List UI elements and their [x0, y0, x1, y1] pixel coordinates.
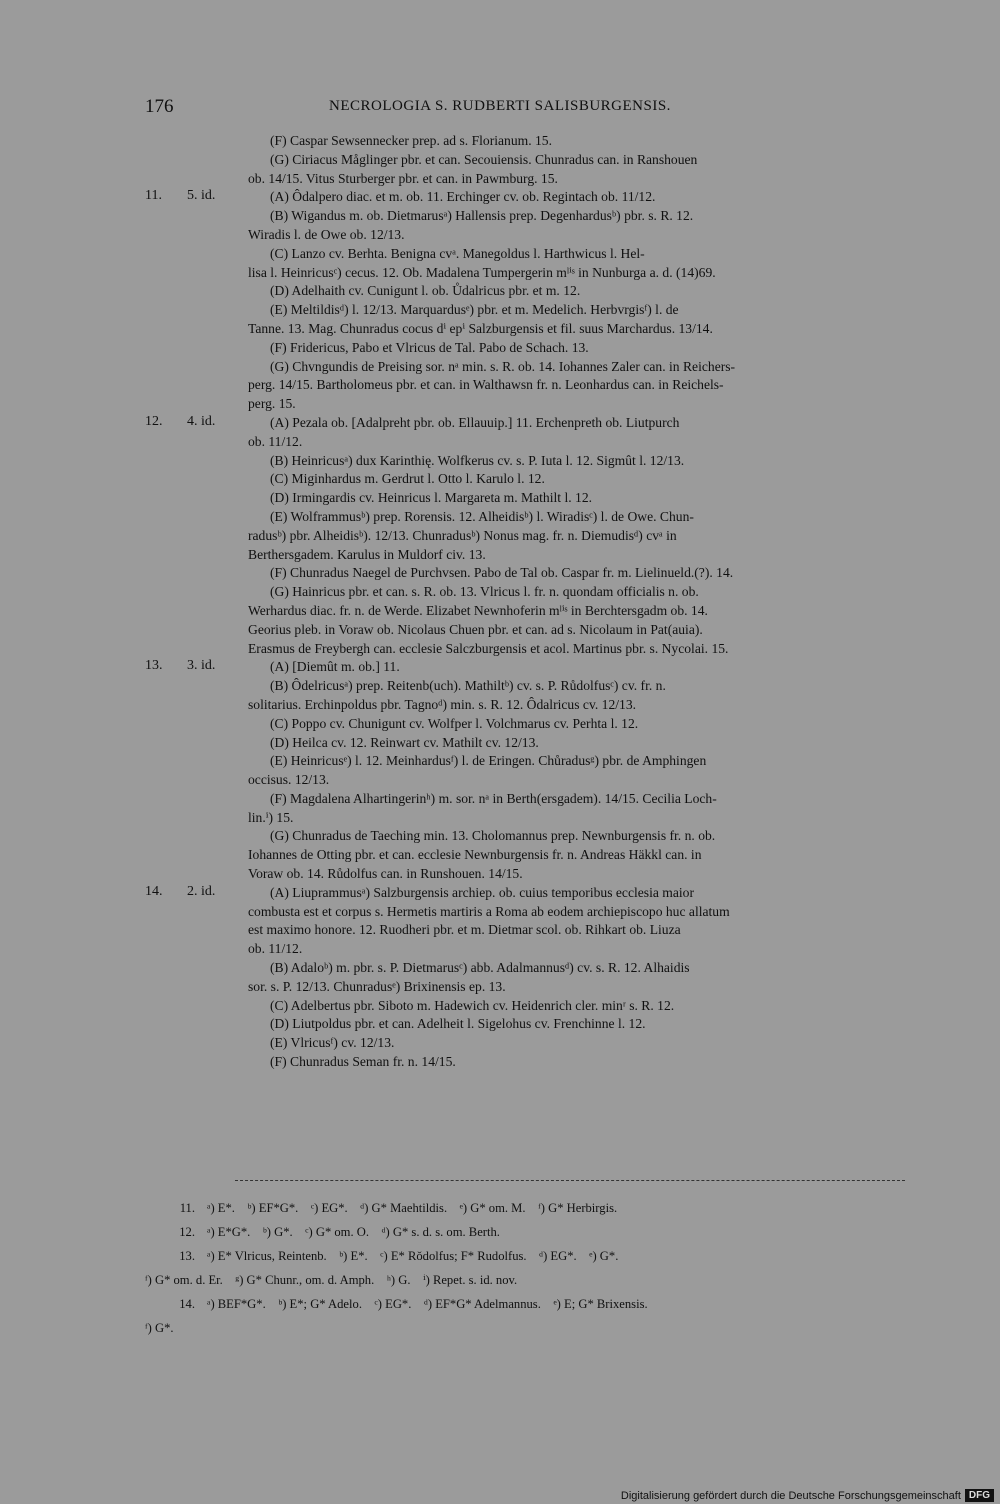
date-label	[145, 884, 265, 900]
entry-line: solitarius. Erchinpoldus pbr. Tagnoᵈ) min. s. R. 12. Ôdalricus cv. 12/13.	[248, 696, 637, 712]
footnote-row	[145, 1220, 905, 1244]
date-label	[145, 658, 265, 674]
day-number: 11.	[145, 188, 162, 204]
entry-line: (A) [Diemût m. ob.] 11.	[270, 659, 400, 675]
entry-line: (E) Vlricusᶠ) cv. 12/13.	[270, 1035, 395, 1051]
entry-line: (F) Caspar Sewsennecker prep. ad s. Florianum. 15.	[270, 133, 553, 148]
entry-line: (F) Chunradus Naegel de Purchvsen. Pabo de Tal ob. Caspar fr. m. Lielinueld.(?). 14.	[270, 565, 734, 581]
entry-line: (C) Miginhardus m. Gerdrut l. Otto l. Karulo l. 12.	[270, 471, 545, 487]
footnote-text: ᵃ) BEF*G*. ᵇ) E*; G* Adelo. ᶜ) EG*. ᵈ) EF*G* Adelmannus. ᵉ) E; G* Brixensis.	[207, 1297, 648, 1311]
entry-line: lisa l. Heinricusᶜ) cecus. 12. Ob. Madalena Tumpergerin mˡⁱˢ in Nunburga a. d. (14)69.	[248, 264, 716, 280]
footnote-divider	[235, 1180, 905, 1181]
roman-date: 3. id.	[187, 658, 216, 674]
roman-date: 5. id.	[187, 188, 216, 204]
footnote-row	[145, 1244, 905, 1268]
entry-line: Werhardus diac. fr. n. de Werde. Elizabet Newnhoferin mˡⁱˢ in Berchtersgadm ob. 14.	[248, 602, 708, 618]
entry-line: (B) Wigandus m. ob. Dietmarusᵃ) Hallensis prep. Degenhardusᵇ) pbr. s. R. 12.	[270, 208, 694, 224]
entry-line: perg. 15.	[248, 396, 296, 412]
footnote-row	[145, 1316, 905, 1340]
entry-line: (F) Chunradus Seman fr. n. 14/15.	[270, 1054, 456, 1070]
footnote-row	[145, 1268, 905, 1292]
dfg-logo: DFG	[965, 1489, 994, 1502]
entry-line: (B) Heinricusᵃ) dux Karinthię. Wolfkerus cv. s. P. Iuta l. 12. Sigmût l. 12/13.	[270, 452, 685, 468]
date-group	[0, 188, 1000, 414]
footnote-text: ᵃ) E*. ᵇ) EF*G*. ᶜ) EG*. ᵈ) G* Maehtildis. ᵉ) G* om. M. ᶠ) G* Herbirgis.	[207, 1201, 618, 1215]
date-group	[0, 658, 1000, 884]
entry-line: Wiradis l. de Owe ob. 12/13.	[248, 226, 405, 242]
entry-line: (D) Heilca cv. 12. Reinwart cv. Mathilt cv. 12/13.	[270, 734, 539, 750]
date-group	[0, 132, 1000, 188]
footnote-number: 14.	[179, 1297, 195, 1311]
page-header	[0, 96, 1000, 124]
entry-line: (C) Lanzo cv. Berhta. Benigna cvᵃ. Manegoldus l. Harthwicus l. Hel-	[270, 245, 645, 261]
date-group	[0, 884, 1000, 1072]
entry-line: (F) Fridericus, Pabo et Vlricus de Tal. Pabo de Schach. 13.	[270, 339, 589, 355]
footnote-number: 11.	[179, 1201, 195, 1215]
entry-line: (B) Adaloᵇ) m. pbr. s. P. Dietmarusᶜ) abb. Adalmannusᵈ) cv. s. R. 12. Alhaidis	[270, 960, 690, 976]
entry-line: combusta est et corpus s. Hermetis martiris a Roma ab eodem archiepiscopo huc allatum	[248, 903, 730, 919]
entry-line: lin.ⁱ) 15.	[248, 809, 294, 825]
entry-line: (D) Irmingardis cv. Heinricus l. Margareta m. Mathilt l. 12.	[270, 490, 593, 506]
entry-line: (G) Chvngundis de Preising sor. nᵃ min. s. R. ob. 14. Iohannes Zaler can. in Reichers-	[270, 358, 736, 374]
dfg-footer	[621, 1489, 994, 1502]
footnote-row	[145, 1196, 905, 1220]
entry-line: ob. 11/12.	[248, 941, 303, 957]
footnote-number: 13.	[179, 1249, 195, 1263]
entry-line: ob. 11/12.	[248, 433, 303, 449]
roman-date: 2. id.	[187, 883, 216, 899]
day-number: 14.	[145, 883, 163, 899]
entry-line: ob. 14/15. Vitus Sturberger pbr. et can. in Pawmburg. 15.	[248, 170, 558, 186]
entry-line: (A) Liuprammusᵃ) Salzburgensis archiep. ob. cuius temporibus ecclesia maior	[270, 884, 695, 900]
entry-line: (G) Hainricus pbr. et can. s. R. ob. 13. Vlricus l. fr. n. quondam officialis n. ob.	[270, 584, 699, 600]
footnote-text: ᶠ) G*.	[145, 1321, 174, 1335]
footnotes	[145, 1196, 905, 1340]
footnote-text: ᵃ) E* Vlricus, Reintenb. ᵇ) E*. ᶜ) E* Rǒdolfus; F* Rudolfus. ᵈ) EG*. ᵉ) G*.	[207, 1249, 619, 1263]
footnote-row	[145, 1292, 905, 1316]
entry-line: (B) Ôdelricusᵃ) prep. Reitenb(uch). Mathiltᵇ) cv. s. P. Růdolfusᶜ) cv. fr. n.	[270, 678, 666, 694]
funding-notice: Digitalisierung gefördert durch die Deutsche Forschungsgemeinschaft	[620, 1489, 961, 1502]
entry-line: occisus. 12/13.	[248, 772, 330, 788]
entry-line: (A) Ôdalpero diac. et m. ob. 11. Erchinger cv. ob. Regintach ob. 11/12.	[270, 189, 656, 205]
footnote-text: ᵃ) E*G*. ᵇ) G*. ᶜ) G* om. O. ᵈ) G* s. d. s. om. Berth.	[207, 1225, 500, 1239]
footnote-text: ᶠ) G* om. d. Er. ᵍ) G* Chunr., om. d. Amph. ʰ) G. ⁱ) Repet. s. id. nov.	[145, 1273, 518, 1287]
entry-line: (E) Heinricusᵉ) l. 12. Meinhardusᶠ) l. de Eringen. Chůradusᵍ) pbr. de Amphingen	[270, 753, 707, 769]
entry-line: Iohannes de Otting pbr. et can. ecclesie Newnburgensis fr. n. Andreas Häkkl can. in	[248, 847, 702, 863]
entry-line: (A) Pezala ob. [Adalpreht pbr. ob. Ellauuip.] 11. Erchenpreth ob. Liutpurch	[270, 414, 680, 430]
entry-line: Georius pleb. in Voraw ob. Nicolaus Chuen pbr. et can. ad s. Nicolaum in Pat(auia).	[248, 621, 703, 637]
entry-line: (G) Chunradus de Taeching min. 13. Cholomannus prep. Newnburgensis fr. n. ob.	[270, 828, 716, 844]
footnote-number: 12.	[179, 1225, 195, 1239]
entry-line: Erasmus de Freybergh can. ecclesie Salczburgensis et acol. Martinus pbr. s. Nycolai. 15.	[248, 640, 729, 656]
entry-line: (E) Meltildisᵈ) l. 12/13. Marquardusᵉ) pbr. et m. Medelich. Herbvrgisᶠ) l. de	[270, 302, 679, 318]
entry-line: radusᵇ) pbr. Alheidisᵇ). 12/13. Chunradusᵇ) Nonus mag. fr. n. Diemudisᵈ) cvᵃ in	[248, 527, 677, 543]
entry-line: (C) Poppo cv. Chunigunt cv. Wolfper l. Volchmarus cv. Perhta l. 12.	[270, 715, 639, 731]
entry-line: (D) Liutpoldus pbr. et can. Adelheit l. Sigelohus cv. Frenchinne l. 12.	[270, 1016, 646, 1032]
date-label	[145, 414, 265, 430]
day-number: 12.	[145, 413, 163, 429]
entry-line: (D) Adelhaith cv. Cunigunt l. ob. Ůdalricus pbr. et m. 12.	[270, 283, 581, 299]
entry-line: Voraw ob. 14. Růdolfus can. in Runshouen. 14/15.	[248, 866, 523, 882]
date-group	[0, 414, 1000, 658]
running-title: NECROLOGIA S. RUDBERTI SALISBURGENSIS.	[329, 98, 671, 114]
entry-line: (C) Adelbertus pbr. Siboto m. Hadewich cv. Heidenrich cler. minʳ s. R. 12.	[270, 997, 675, 1013]
date-label	[145, 188, 265, 204]
day-number: 13.	[145, 658, 163, 674]
entry-line: (E) Wolframmusᵇ) prep. Rorensis. 12. Alheidisᵇ) l. Wiradisᶜ) l. de Owe. Chun-	[270, 508, 694, 524]
entry-line: perg. 14/15. Bartholomeus pbr. et can. in Walthawsn fr. n. Leonhardus can. in Reichels-	[248, 377, 724, 393]
entry-line: Tanne. 13. Mag. Chunradus cocus dⁱ epⁱ Salzburgensis et fil. suus Marchardus. 13/14.	[248, 320, 713, 336]
entry-line: sor. s. P. 12/13. Chunradusᵉ) Brixinensis ep. 13.	[248, 978, 506, 994]
entry-line: est maximo honore. 12. Ruodheri pbr. et m. Dietmar scol. ob. Rihkart ob. Liuza	[248, 922, 681, 938]
page-number: 176	[145, 96, 174, 117]
necrology-entries	[0, 132, 1000, 1072]
entry-line: (F) Magdalena Alhartingerinʰ) m. sor. nᵃ in Berth(ersgadem). 14/15. Cecilia Loch-	[270, 790, 717, 806]
entry-line: (G) Ciriacus Måglinger pbr. et can. Secouiensis. Chunradus can. in Ranshouen	[270, 151, 698, 167]
entry-line: Berthersgadem. Karulus in Muldorf civ. 13.	[248, 546, 486, 562]
roman-date: 4. id.	[187, 413, 216, 429]
